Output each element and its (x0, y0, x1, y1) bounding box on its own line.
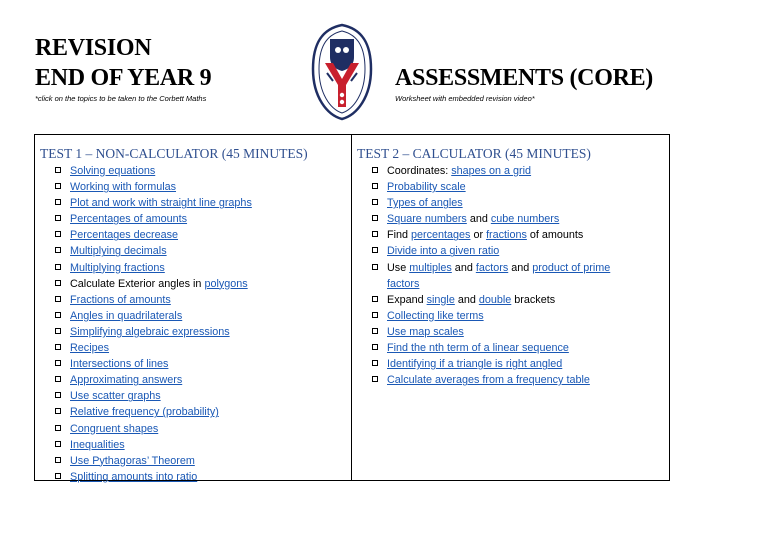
topic-link[interactable]: Recipes (70, 342, 110, 355)
topic-link[interactable]: Working with formulas (70, 181, 177, 194)
topic-link[interactable]: Solving equations (70, 165, 156, 177)
topic-text: Calculate Exterior angles in (70, 277, 205, 290)
list-item (357, 179, 669, 195)
checkbox-icon (372, 231, 378, 237)
checkbox-icon (55, 312, 61, 318)
topic-text: and (508, 261, 533, 274)
checkbox-icon (55, 344, 61, 350)
checkbox-icon (55, 425, 61, 431)
checkbox-icon (55, 215, 61, 221)
topic-link[interactable]: Square numbers (387, 213, 467, 226)
list-item (40, 308, 351, 324)
topic-link[interactable]: Identifying if a triangle is right angled (387, 358, 563, 371)
topic-link[interactable]: Intersections of lines (70, 358, 169, 371)
checkbox-icon (372, 360, 378, 366)
topic-link[interactable]: Multiplying fractions (70, 261, 165, 274)
checkbox-icon (55, 231, 61, 237)
topic-link[interactable]: Relative frequency (probability) (70, 406, 219, 419)
list-item (40, 340, 351, 356)
topic-text: and (466, 213, 491, 226)
list-item (357, 243, 669, 259)
checkbox-icon (55, 199, 61, 205)
test1-column (35, 135, 352, 483)
topic-link[interactable]: Inequalities (70, 438, 125, 451)
topic-link[interactable]: Find the nth term of a linear sequence (387, 342, 569, 355)
test1-heading: TEST 1 – NON-CALCULATOR (45 MINUTES) (40, 146, 308, 161)
topic-link[interactable]: Probability scale (387, 181, 466, 194)
checkbox-icon (372, 183, 378, 189)
topic-link[interactable]: Percentages of amounts (70, 213, 188, 226)
topic-link[interactable]: Fractions of amounts (70, 293, 171, 306)
list-item (357, 340, 669, 356)
checkbox-icon (372, 376, 378, 382)
topic-link[interactable]: Plot and work with straight line graphs (70, 197, 252, 210)
topic-text: Coordinates: (387, 165, 452, 177)
topic-link[interactable]: percentages (411, 229, 471, 242)
list-item (40, 211, 351, 227)
checkbox-icon (55, 457, 61, 463)
checkbox-icon (55, 264, 61, 270)
list-item (357, 163, 669, 179)
title-assessments: ASSESSMENTS (CORE) (395, 65, 654, 91)
topic-text: brackets (511, 293, 556, 306)
topic-link[interactable]: Percentages decrease (70, 229, 179, 242)
list-item (40, 372, 351, 388)
topic-link[interactable]: factors (475, 261, 509, 274)
list-item (40, 195, 351, 211)
test1-topic-list (40, 163, 351, 485)
checkbox-icon (55, 392, 61, 398)
topic-link[interactable]: product of prime factors (387, 261, 611, 290)
list-item (40, 421, 351, 437)
list-item (357, 292, 669, 308)
list-item (357, 195, 669, 211)
checkbox-icon (55, 328, 61, 334)
checkbox-icon (372, 199, 378, 205)
topic-link[interactable]: Simplifying algebraic expressions (70, 325, 230, 338)
topic-text: or (470, 229, 487, 242)
list-item (40, 437, 351, 453)
list-item (40, 469, 351, 485)
topic-link[interactable]: Use scatter graphs (70, 390, 161, 403)
topic-link[interactable]: Approximating answers (70, 374, 183, 387)
title-revision: REVISION (35, 35, 152, 61)
list-item (357, 372, 669, 388)
list-item (40, 260, 351, 276)
list-item (40, 163, 351, 179)
topic-link[interactable]: Collecting like terms (387, 309, 484, 322)
note-click-topics: *click on the topics to be taken to the Corbett Maths (35, 94, 207, 103)
topic-text: Expand (387, 293, 427, 306)
list-item (357, 227, 669, 243)
list-item (357, 308, 669, 324)
topic-link[interactable]: Divide into a given ratio (387, 245, 500, 258)
checkbox-icon (55, 360, 61, 366)
checkbox-icon (55, 376, 61, 382)
topic-text: and (451, 261, 476, 274)
checkbox-icon (372, 215, 378, 221)
list-item (357, 324, 669, 340)
checkbox-icon (55, 167, 61, 173)
list-item (40, 453, 351, 469)
checkbox-icon (372, 247, 378, 253)
topic-link[interactable]: Types of angles (387, 197, 463, 210)
note-worksheet: Worksheet with embedded revision video* (395, 94, 535, 103)
checkbox-icon (372, 328, 378, 334)
list-item (40, 276, 351, 292)
topic-text: of amounts (526, 229, 584, 242)
list-item (40, 243, 351, 259)
topic-link[interactable]: Splitting amounts into ratio (70, 470, 198, 483)
topic-link[interactable]: Congruent shapes (70, 422, 159, 435)
list-item (40, 388, 351, 404)
test2-topic-list (357, 163, 669, 388)
list-item (40, 227, 351, 243)
topic-text: and (454, 293, 479, 306)
school-crest-logo (311, 23, 373, 121)
topic-link[interactable]: multiples (409, 261, 452, 274)
checkbox-icon (372, 344, 378, 350)
test2-heading: TEST 2 – CALCULATOR (45 MINUTES) (357, 146, 591, 161)
checkbox-icon (372, 167, 378, 173)
topic-text: Find (387, 229, 412, 242)
checkbox-icon (55, 296, 61, 302)
topic-link[interactable]: shapes on a grid (451, 165, 532, 177)
topic-link[interactable]: Calculate averages from a frequency table (387, 374, 590, 387)
checkbox-icon (55, 441, 61, 447)
topic-text: Use (387, 261, 410, 274)
topic-link[interactable]: Angles in quadrilaterals (70, 309, 183, 322)
checkbox-icon (372, 296, 378, 302)
list-item (357, 356, 669, 372)
list-item (357, 211, 669, 227)
checkbox-icon (372, 264, 378, 270)
assessment-table (34, 134, 670, 481)
topic-link[interactable]: Multiplying decimals (70, 245, 167, 258)
list-item (357, 260, 669, 292)
topic-link[interactable]: single (426, 293, 455, 306)
topic-link[interactable]: cube numbers (490, 213, 560, 226)
list-item (40, 324, 351, 340)
topic-link[interactable]: Use map scales (387, 325, 464, 338)
checkbox-icon (55, 183, 61, 189)
list-item (40, 179, 351, 195)
topic-link[interactable]: double (478, 293, 512, 306)
checkbox-icon (55, 280, 61, 286)
test2-column (352, 135, 669, 480)
checkbox-icon (55, 473, 61, 479)
list-item (40, 356, 351, 372)
list-item (40, 292, 351, 308)
topic-wrap (387, 260, 637, 292)
title-end-of-year: END OF YEAR 9 (35, 65, 212, 91)
checkbox-icon (55, 247, 61, 253)
topic-link[interactable]: fractions (486, 229, 527, 242)
topic-link[interactable]: polygons (204, 277, 248, 290)
checkbox-icon (55, 408, 61, 414)
topic-link[interactable]: Use Pythagoras’ Theorem (70, 454, 195, 467)
list-item (40, 404, 351, 420)
checkbox-icon (372, 312, 378, 318)
